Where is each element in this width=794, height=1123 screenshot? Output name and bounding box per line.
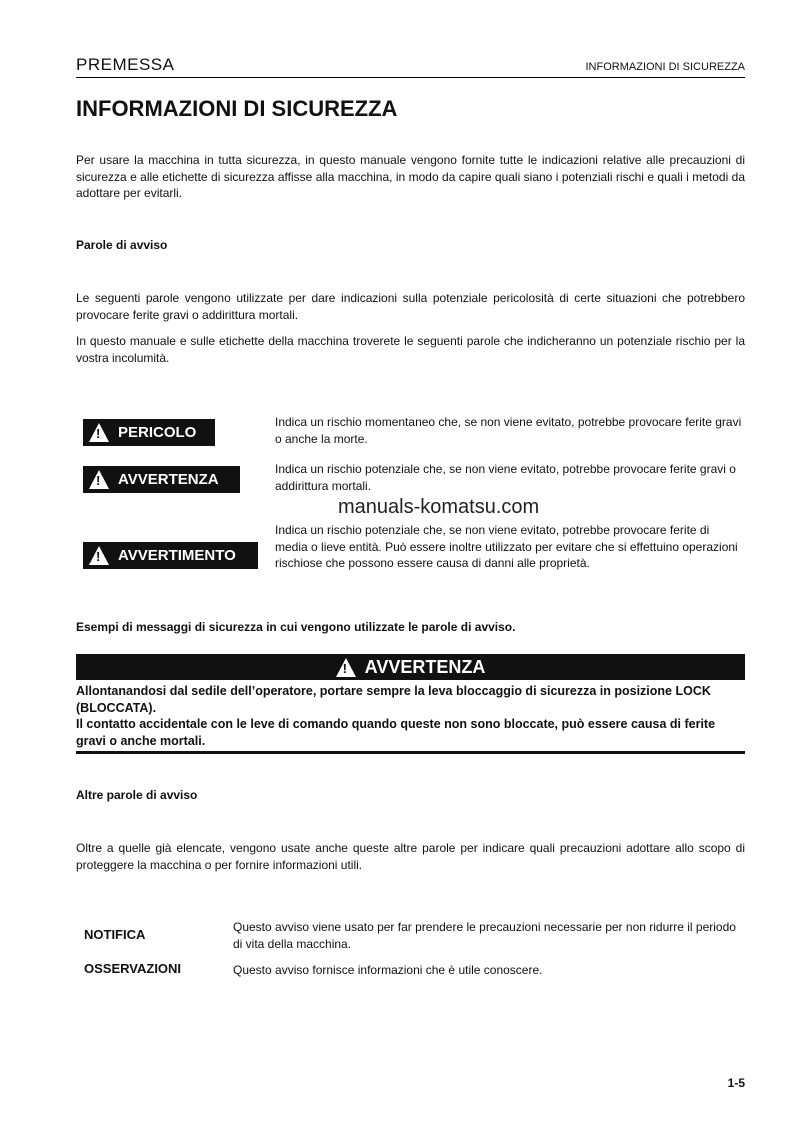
label-avvertenza — [83, 466, 240, 493]
warning-line-2: Il contatto accidentale con le leve di comando quando queste non sono bloccate, può essere causa di ferite gravi o anche mortali. — [76, 717, 716, 748]
label-avvertimento — [83, 542, 258, 569]
signal-words-heading: Parole di avviso — [76, 238, 168, 252]
other-words-heading: Altre parole di avviso — [76, 788, 198, 802]
warning-bottom-rule — [76, 751, 745, 754]
page-number: 1-5 — [727, 1076, 745, 1090]
page-title: INFORMAZIONI DI SICUREZZA — [76, 96, 398, 121]
intro-paragraph: Per usare la macchina in tutta sicurezza, in questo manuale vengono fornite tutte le indicazioni relative alle precauzioni di sicurezza e alle etichette di sicurezza affisse alla macchina, in modo da capire quali siano i potenziali rischi e quali i metodi da adottare per evitarli. — [76, 153, 745, 200]
other-words-para: Oltre a quelle già elencate, vengono usate anche queste altre parole per indicare quali precauzioni adottare allo scopo di proteggere la macchina o per fornire informazioni utili. — [76, 841, 745, 872]
label-text: AVVERTIMENTO — [118, 547, 236, 564]
warning-message — [76, 683, 745, 749]
signal-words-para2: In questo manuale e sulle etichette della macchina troverete le seguenti parole che indicheranno un potenziale rischio per la vostra incolumità. — [76, 334, 745, 365]
label-text: PERICOLO — [118, 424, 197, 441]
warning-banner — [76, 654, 745, 680]
label-pericolo — [83, 419, 215, 446]
header-section: PREMESSA — [76, 55, 175, 74]
banner-text: AVVERTENZA — [364, 656, 486, 677]
warning-line-1: Allontanandosi dal sedile dell’operatore, portare sempre la leva bloccaggio di sicurezza in posizione LOCK (BLOCCATA). — [76, 684, 711, 715]
osservazioni-description: Questo avviso fornisce informazioni che è utile conoscere. — [233, 963, 543, 977]
examples-heading: Esempi di messaggi di sicurezza in cui vengono utilizzate le parole di avviso. — [76, 620, 516, 634]
warning-triangle-icon — [89, 470, 109, 489]
warning-triangle-icon — [89, 546, 109, 565]
header-divider — [76, 77, 745, 78]
notifica-description: Questo avviso viene usato per far prendere le precauzioni necessarie per non ridurre il periodo di vita della macchina. — [233, 920, 736, 951]
notifica-label: NOTIFICA — [84, 927, 146, 942]
warning-triangle-icon — [89, 423, 109, 442]
watermark: manuals-komatsu.com — [338, 496, 540, 518]
avvertimento-description: Indica un rischio potenziale che, se non viene evitato, potrebbe provocare ferite di media o lieve entità. Può essere inoltre utilizzato per evitare che si effettuino operazioni rischiose che possono essere causa di danni alle proprietà. — [275, 523, 738, 570]
avvertenza-description: Indica un rischio potenziale che, se non viene evitato, potrebbe provocare ferite gravi o addirittura mortali. — [275, 462, 736, 493]
pericolo-description: Indica un rischio momentaneo che, se non viene evitato, potrebbe provocare ferite gravi o anche la morte. — [275, 415, 742, 446]
warning-triangle-icon — [336, 658, 356, 677]
osservazioni-label: OSSERVAZIONI — [84, 961, 182, 976]
header-topic: INFORMAZIONI DI SICUREZZA — [585, 61, 745, 73]
label-text: AVVERTENZA — [118, 471, 219, 488]
signal-words-para1: Le seguenti parole vengono utilizzate per dare indicazioni sulla potenziale pericolosità di certe situazioni che potrebbero provocare ferite gravi o addirittura mortali. — [76, 291, 745, 322]
